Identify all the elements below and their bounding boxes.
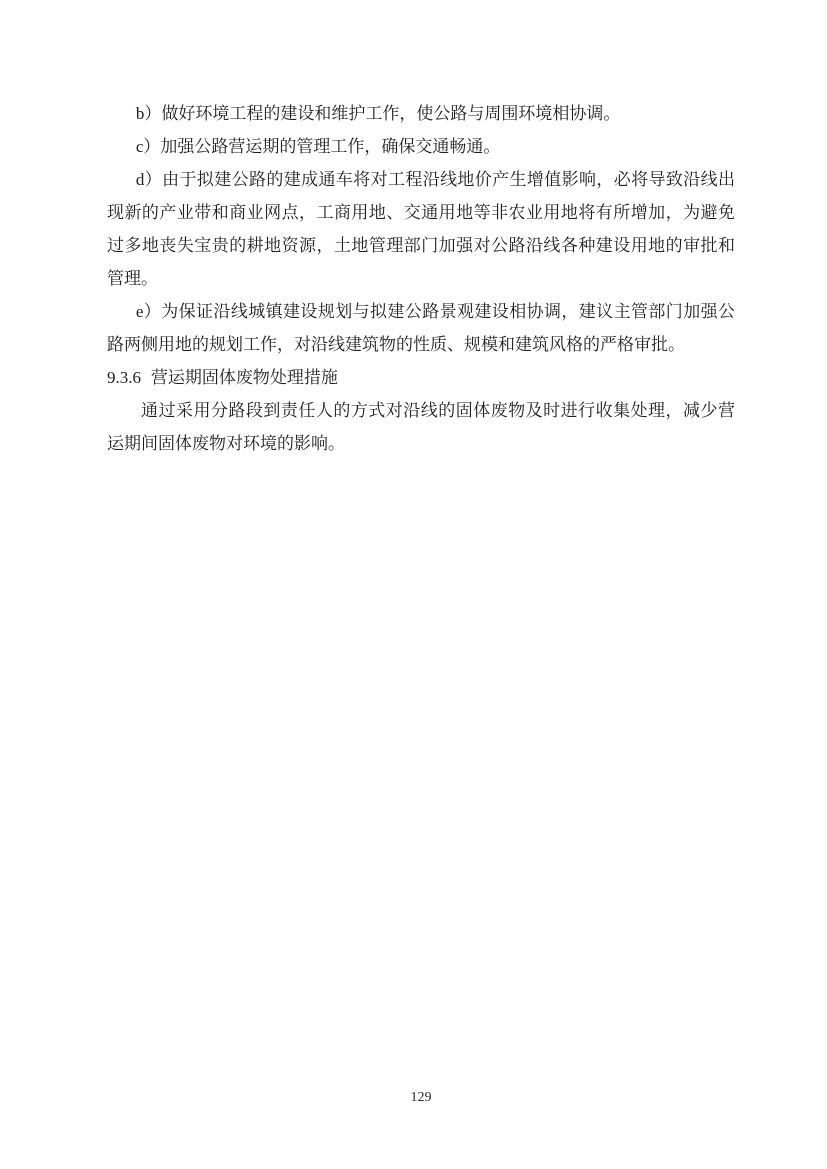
section-title: 营运期固体废物处理措施 <box>150 368 338 387</box>
section-heading <box>107 361 735 394</box>
page-number: 129 <box>410 1090 432 1105</box>
list-item-b: b）做好环境工程的建设和维护工作，使公路与周围环境相协调。 <box>135 104 621 123</box>
page-footer <box>107 1088 735 1108</box>
document-body <box>107 97 735 460</box>
list-item-d: d）由于拟建公路的建成通车将对工程沿线地价产生增值影响，必将导致沿线出现新的产业带和商业网点，工商用地、交通用地等非农业用地将有所增加，为避免过多地丧失宝贵的耕地资源，土地管理部门加强对公路沿线各种建设用地的审批和管理。 <box>107 170 735 288</box>
list-item-c: c）加强公路营运期的管理工作，确保交通畅通。 <box>135 137 501 156</box>
section-number: 9.3.6 <box>107 368 141 387</box>
list-item-e: e）为保证沿线城镇建设规划与拟建公路景观建设相协调，建议主管部门加强公路两侧用地的规划工作，对沿线建筑物的性质、规模和建筑风格的严格审批。 <box>107 302 735 354</box>
closing-paragraph: 通过采用分路段到责任人的方式对沿线的固体废物及时进行收集处理，减少营运期间固体废物对环境的影响。 <box>107 401 735 453</box>
